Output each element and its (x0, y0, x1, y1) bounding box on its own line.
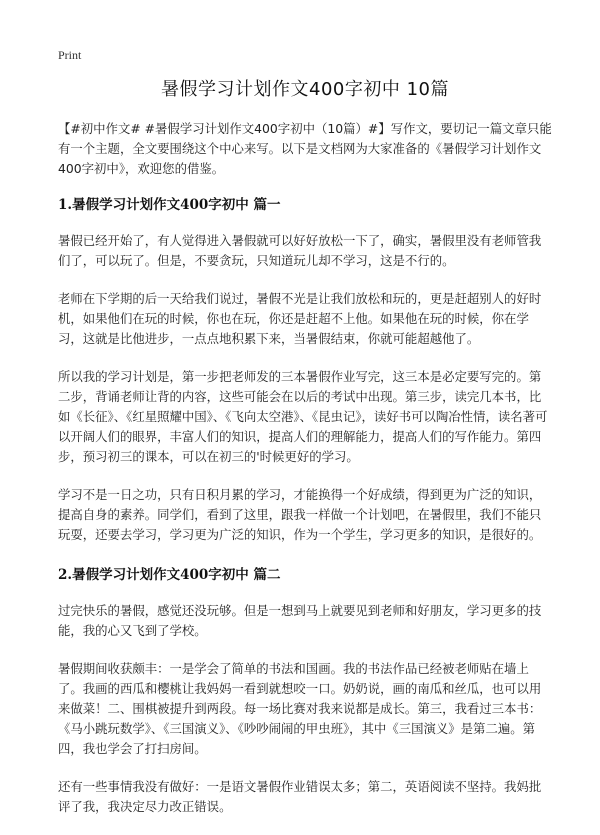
paragraph: 还有一些事情我没有做好：一是语文暑假作业错误太多；第二，英语阅读不坚持。我妈批评了我，我决定尽力改正错误。 (58, 779, 542, 814)
section-heading: 1.暑假学习计划作文400字初中 篇一 (58, 197, 281, 213)
section-heading: 2.暑假学习计划作文400字初中 篇二 (58, 567, 281, 583)
section-1 (58, 193, 552, 545)
paragraph: 学习不是一日之功，只有日积月累的学习，才能换得一个好成绩，得到更为广泛的知识，提高自身的素养。同学们，看到了这里，跟我一样做一个计划吧，在暑假里，我们不能只玩耍，还要去学习，学习更为广泛的知识，作为一个学生，学习更多的知识，是很好的。 (58, 487, 542, 542)
page-title: 暑假学习计划作文400字初中 10篇 (161, 79, 449, 100)
paragraph: 过完快乐的暑假，感觉还没玩够。但是一想到马上就要见到老师和好朋友，学习更多的技能，我的心又飞到了学校。 (58, 603, 542, 638)
document-page (58, 44, 552, 835)
paragraph: 暑假已经开始了，有人觉得进入暑假就可以好好放松一下了，确实，暑假里没有老师管我们了，可以玩了。但是，不要贪玩，只知道玩儿却不学习，这是不行的。 (58, 233, 542, 268)
intro-paragraph: 【#初中作文# #暑假学习计划作文400字初中（10篇）#】写作文，要切记一篇文章只能有一个主题，全文要围绕这个中心来写。以下是文档网为大家准备的《暑假学习计划作文400字初中》，欢迎您的借鉴。 (58, 121, 552, 176)
paragraph: 所以我的学习计划是，第一步把老师发的三本暑假作业写完，这三本是必定要写完的。第二步，背诵老师让背的内容，这些可能会在以后的考试中出现。第三步，读完几本书，比如《长征》、《红星照耀中国》、《飞向太空港》、《昆虫记》，读好书可以陶冶性情，读名著可以开阔人们的眼界，丰富人们的知识，提高人们的理解能力，提高人们的写作能力。第四步，预习初三的课本，可以在初三的'时候更好的学习。 (58, 369, 548, 464)
section-2 (58, 563, 552, 817)
paragraph: 暑假期间收获颇丰：一是学会了简单的书法和国画。我的书法作品已经被老师贴在墙上了。我画的西瓜和樱桃让我妈妈一看到就想咬一口。奶奶说，画的南瓜和丝瓜，也可以用来做菜！二、围棋被提升到两段。每一场比赛对我来说都是成长。第三，我看过三本书：《马小跳玩数学》、《三国演义》、《吵吵闹闹的甲虫班》，其中《三国演义》是第二遍。第四，我也学会了打扫房间。 (58, 661, 542, 756)
paragraph: 老师在下学期的后一天给我们说过，暑假不光是让我们放松和玩的，更是赶超别人的好时机，如果他们在玩的时候，你也在玩，你还是赶超不上他。如果他在玩的时候，你在学习，这就是比他进步，一点点地积累下来，当暑假结束，你就可能超越他了。 (58, 291, 542, 346)
print-link[interactable]: Print (58, 48, 82, 62)
